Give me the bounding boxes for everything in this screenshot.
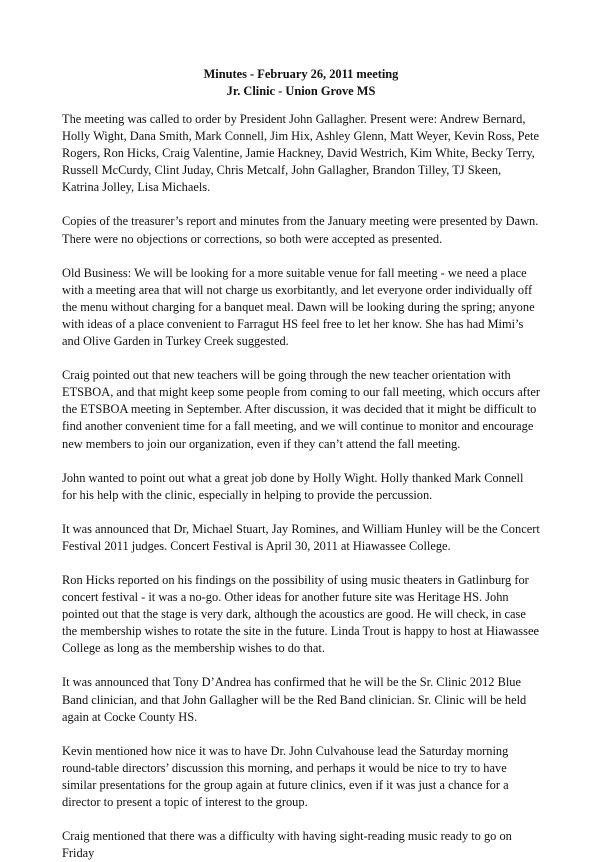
paragraph-old-business: Old Business: We will be looking for a more suitable venue for fall meeting - we need a place with a meeting area that will not charge us exorbitantly, and let everyone order individually off the menu without charging for a banquet meal. Dawn will be looking during the spring; anyone with ideas of a place convenient to Farragut HS feel free to let her know. She has had Mimi’s and Olive Garden in Turkey Creek suggested. xyxy=(62,265,535,349)
paragraph-sr-clinic: It was announced that Tony D’Andrea has confirmed that he will be the Sr. Clinic 2012 Blue Band clinician, and that John Gallagher will be the Red Band clinician. Sr. Clinic will be held again at Cocke County HS. xyxy=(62,675,527,724)
paragraph-call-to-order: The meeting was called to order by President John Gallagher. Present were: Andrew Bernard, Holly Wight, Dana Smith, Mark Connell, Jim Hix, Ashley Glenn, Matt Weyer, Kevin Ross, Pete Rogers, Ron Hicks, Craig Valentine, Jamie Hackney, David Westrich, Kim White, Becky Terry, Russell McCurdy, Clint Juday, Chris Metcalf, John Gallagher, Brandon Tilley, TJ Skeen, Katrina Jolley, Lisa Michaels. xyxy=(62,112,539,195)
paragraph-treasurer-report: Copies of the treasurer’s report and minutes from the January meeting were presented by Dawn. There were no objections or corrections, so both were accepted as presented. xyxy=(62,214,539,246)
paragraph-round-table: Kevin mentioned how nice it was to have Dr. John Culvahouse lead the Saturday morning round-table directors’ discussion this morning, and perhaps it would be nice to try to have similar presentations for the group again at future clinics, even if it was just a chance for a director to present a topic of interest to the group. xyxy=(62,743,509,809)
paragraph-festival-venue: Ron Hicks reported on his findings on the possibility of using music theaters in Gatlinburg for concert festival - it was a no-go. Other ideas for another future site was Heritage HS. John pointed out that the stage is very dark, although the acoustics are good. He will check, in case the membership wishes to rotate the site in the future. Linda Trout is happy to host at Hiawassee College as long as the membership wishes to do that. xyxy=(62,572,539,656)
paragraph-teacher-orientation: Craig pointed out that new teachers will be going through the new teacher orientation with ETSBOA, and that might keep some people from coming to our fall meeting, which occurs after the ETSBOA meeting in September. After discussion, it was decided that it might be difficult to find another convenient time for a fall meeting, and we will continue to monitor and encourage new members to join our organization, even if they can’t attend the fall meeting. xyxy=(62,368,540,451)
document-title xyxy=(62,66,540,100)
title-line-1: Minutes - February 26, 2011 meeting xyxy=(203,67,399,81)
document-page xyxy=(62,66,540,862)
title-line-2: Jr. Clinic - Union Grove MS xyxy=(226,84,376,98)
paragraph-thanks: John wanted to point out what a great job done by Holly Wight. Holly thanked Mark Connell for his help with the clinic, especially in helping to provide the percussion. xyxy=(62,470,524,502)
paragraph-sight-reading: Craig mentioned that there was a difficulty with having sight-reading music ready to go on Friday xyxy=(62,829,512,861)
paragraph-festival-judges: It was announced that Dr, Michael Stuart, Jay Romines, and William Hunley will be the Concert Festival 2011 judges. Concert Festival is April 30, 2011 at Hiawassee College. xyxy=(62,521,540,553)
